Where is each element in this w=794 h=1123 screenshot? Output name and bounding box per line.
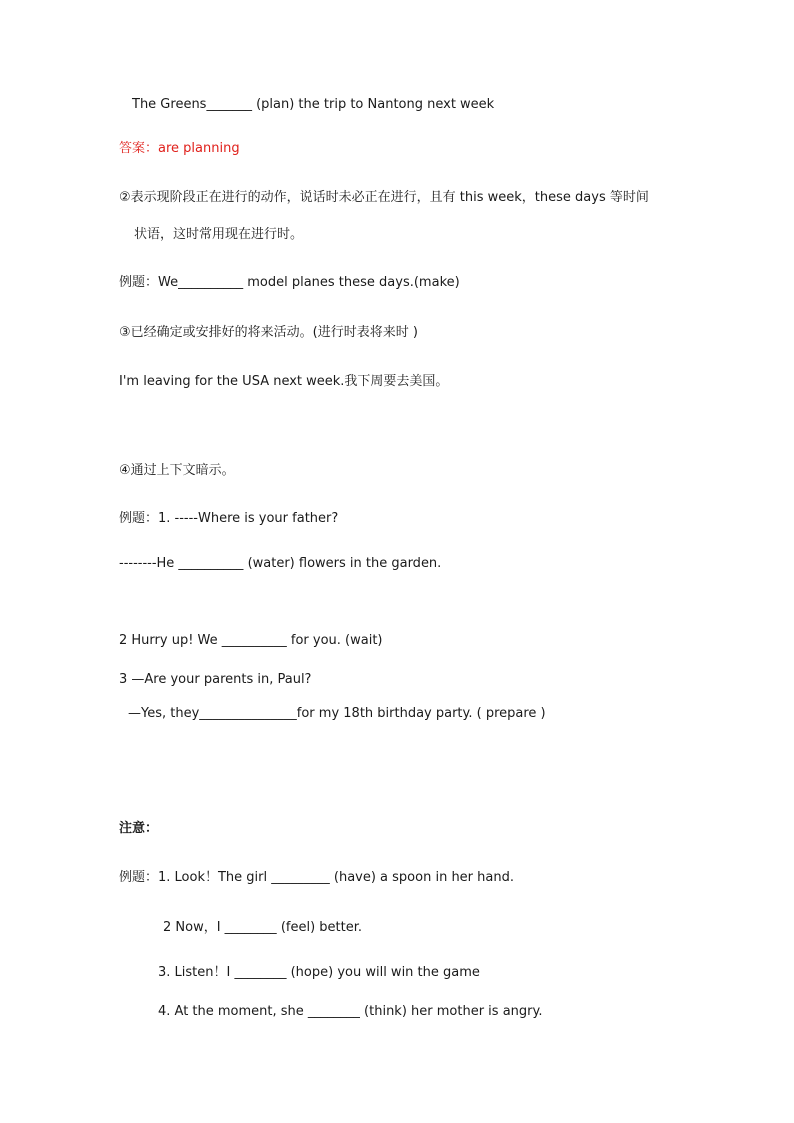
answer-line: 答案：are planning [119, 141, 240, 156]
exercise-greens: The Greens_______ (plan) the trip to Nantong next week [132, 97, 495, 112]
example-think: 4. At the moment, she ________ (think) her mother is angry. [158, 1004, 543, 1019]
note-heading: 注意： [119, 821, 159, 836]
example-father-question: 例题：1. -----Where is your father? [119, 511, 339, 526]
example-make: 例题：We__________ model planes these days.(make) [119, 275, 460, 290]
exercise-wait: 2 Hurry up! We __________ for you. (wait) [119, 633, 383, 648]
rule-2-continued: 状语，这时常用现在进行时。 [134, 227, 304, 242]
exercise-parents-answer: —Yes, they_______________for my 18th birthday party. ( prepare ) [128, 706, 546, 721]
example-hope: 3. Listen！I ________ (hope) you will win the game [158, 965, 480, 980]
rule-3: ③已经确定或安排好的将来活动。(进行时表将来时 ) [119, 325, 418, 340]
rule-2: ②表示现阶段正在进行的动作，说话时未必正在进行，且有 this week，these days 等时间 [119, 190, 649, 205]
exercise-parents-question: 3 —Are your parents in, Paul? [119, 672, 312, 687]
example-feel: 2 Now，I ________ (feel) better. [163, 920, 362, 935]
example-leaving: I'm leaving for the USA next week.我下周要去美国。 [119, 374, 449, 389]
example-father-answer: --------He __________ (water) flowers in the garden. [119, 556, 442, 571]
example-have: 例题：1. Look！The girl _________ (have) a spoon in her hand. [119, 870, 514, 885]
rule-4: ④通过上下文暗示。 [119, 463, 235, 478]
